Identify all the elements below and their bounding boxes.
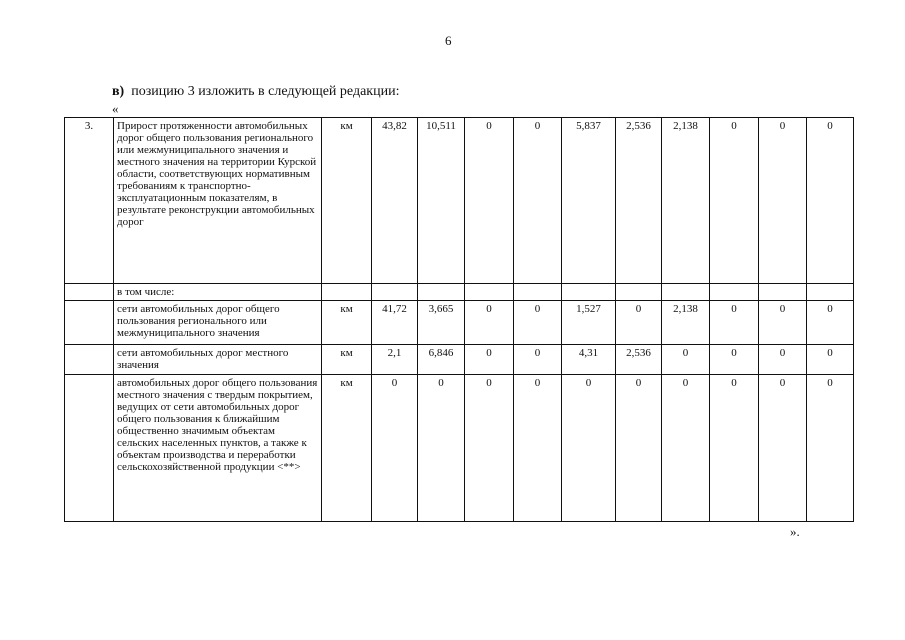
value-cell: [418, 284, 465, 301]
value-cell: 0: [616, 375, 662, 522]
close-quote: ».: [790, 524, 800, 539]
value-cell: 0: [562, 375, 616, 522]
value-cell: 0: [662, 345, 710, 375]
unit-cell: км: [322, 118, 372, 284]
value-cell: 0: [514, 118, 562, 284]
value-cell: 0: [465, 375, 514, 522]
value-cell: 0: [807, 375, 854, 522]
row-number: [65, 284, 114, 301]
value-cell: [562, 284, 616, 301]
value-cell: 6,846: [418, 345, 465, 375]
table-row: [65, 375, 854, 522]
unit-cell: км: [322, 345, 372, 375]
open-quote: «: [112, 101, 119, 116]
row-number: [65, 345, 114, 375]
value-cell: [372, 284, 418, 301]
value-cell: 0: [710, 345, 759, 375]
value-cell: [514, 284, 562, 301]
value-cell: 0: [662, 375, 710, 522]
page-number: 6: [445, 33, 452, 48]
table-row: [65, 345, 854, 375]
unit-cell: км: [322, 375, 372, 522]
value-cell: 0: [514, 301, 562, 345]
value-cell: 1,527: [562, 301, 616, 345]
value-cell: 0: [514, 375, 562, 522]
item-letter: в): [112, 84, 125, 99]
indicator-name: Прирост протяженности автомобильных дорог общего пользования регионального или межмуниципального значения и местного значения на территории Курской области, соответствующих нормативным требованиям к транспортно-эксплуатационным показателям, в результате реконструкции автомобильных дорог: [114, 118, 322, 284]
value-cell: 0: [759, 345, 807, 375]
value-cell: 0: [465, 345, 514, 375]
value-cell: 0: [465, 118, 514, 284]
unit-cell: [322, 284, 372, 301]
value-cell: 2,536: [616, 118, 662, 284]
row-number: [65, 375, 114, 522]
unit-cell: км: [322, 301, 372, 345]
value-cell: [616, 284, 662, 301]
indicator-name: автомобильных дорог общего пользования местного значения с твердым покрытием, ведущих от сети автомобильных дорог общего пользования к ближайшим общественно значимым объектам сельских населенных пунктов, а также к объектам производства и переработки сельскохозяйственной продукции <**>: [114, 375, 322, 522]
value-cell: [759, 284, 807, 301]
indicator-table: [64, 117, 854, 522]
value-cell: 43,82: [372, 118, 418, 284]
value-cell: 3,665: [418, 301, 465, 345]
row-number: [65, 301, 114, 345]
amendment-intro: [112, 84, 399, 100]
indicator-name: сети автомобильных дорог местного значения: [114, 345, 322, 375]
value-cell: 0: [372, 375, 418, 522]
value-cell: 0: [807, 118, 854, 284]
value-cell: 5,837: [562, 118, 616, 284]
value-cell: 2,138: [662, 118, 710, 284]
value-cell: [662, 284, 710, 301]
subheading-cell: в том числе:: [114, 284, 322, 301]
value-cell: 4,31: [562, 345, 616, 375]
value-cell: 2,536: [616, 345, 662, 375]
value-cell: 0: [807, 301, 854, 345]
value-cell: 0: [418, 375, 465, 522]
value-cell: 0: [759, 301, 807, 345]
value-cell: 2,1: [372, 345, 418, 375]
row-number: 3.: [65, 118, 114, 284]
table-row: [65, 301, 854, 345]
value-cell: 0: [710, 301, 759, 345]
table-row: [65, 118, 854, 284]
value-cell: 0: [710, 375, 759, 522]
value-cell: 0: [465, 301, 514, 345]
value-cell: 0: [759, 118, 807, 284]
value-cell: 0: [710, 118, 759, 284]
value-cell: [807, 284, 854, 301]
value-cell: 10,511: [418, 118, 465, 284]
value-cell: [710, 284, 759, 301]
intro-text: позицию 3 изложить в следующей редакции:: [131, 84, 400, 99]
value-cell: 0: [616, 301, 662, 345]
value-cell: 0: [514, 345, 562, 375]
indicator-name: сети автомобильных дорог общего пользования регионального или межмуниципального значения: [114, 301, 322, 345]
table-row: [65, 284, 854, 301]
value-cell: 41,72: [372, 301, 418, 345]
value-cell: [465, 284, 514, 301]
value-cell: 2,138: [662, 301, 710, 345]
value-cell: 0: [759, 375, 807, 522]
value-cell: 0: [807, 345, 854, 375]
